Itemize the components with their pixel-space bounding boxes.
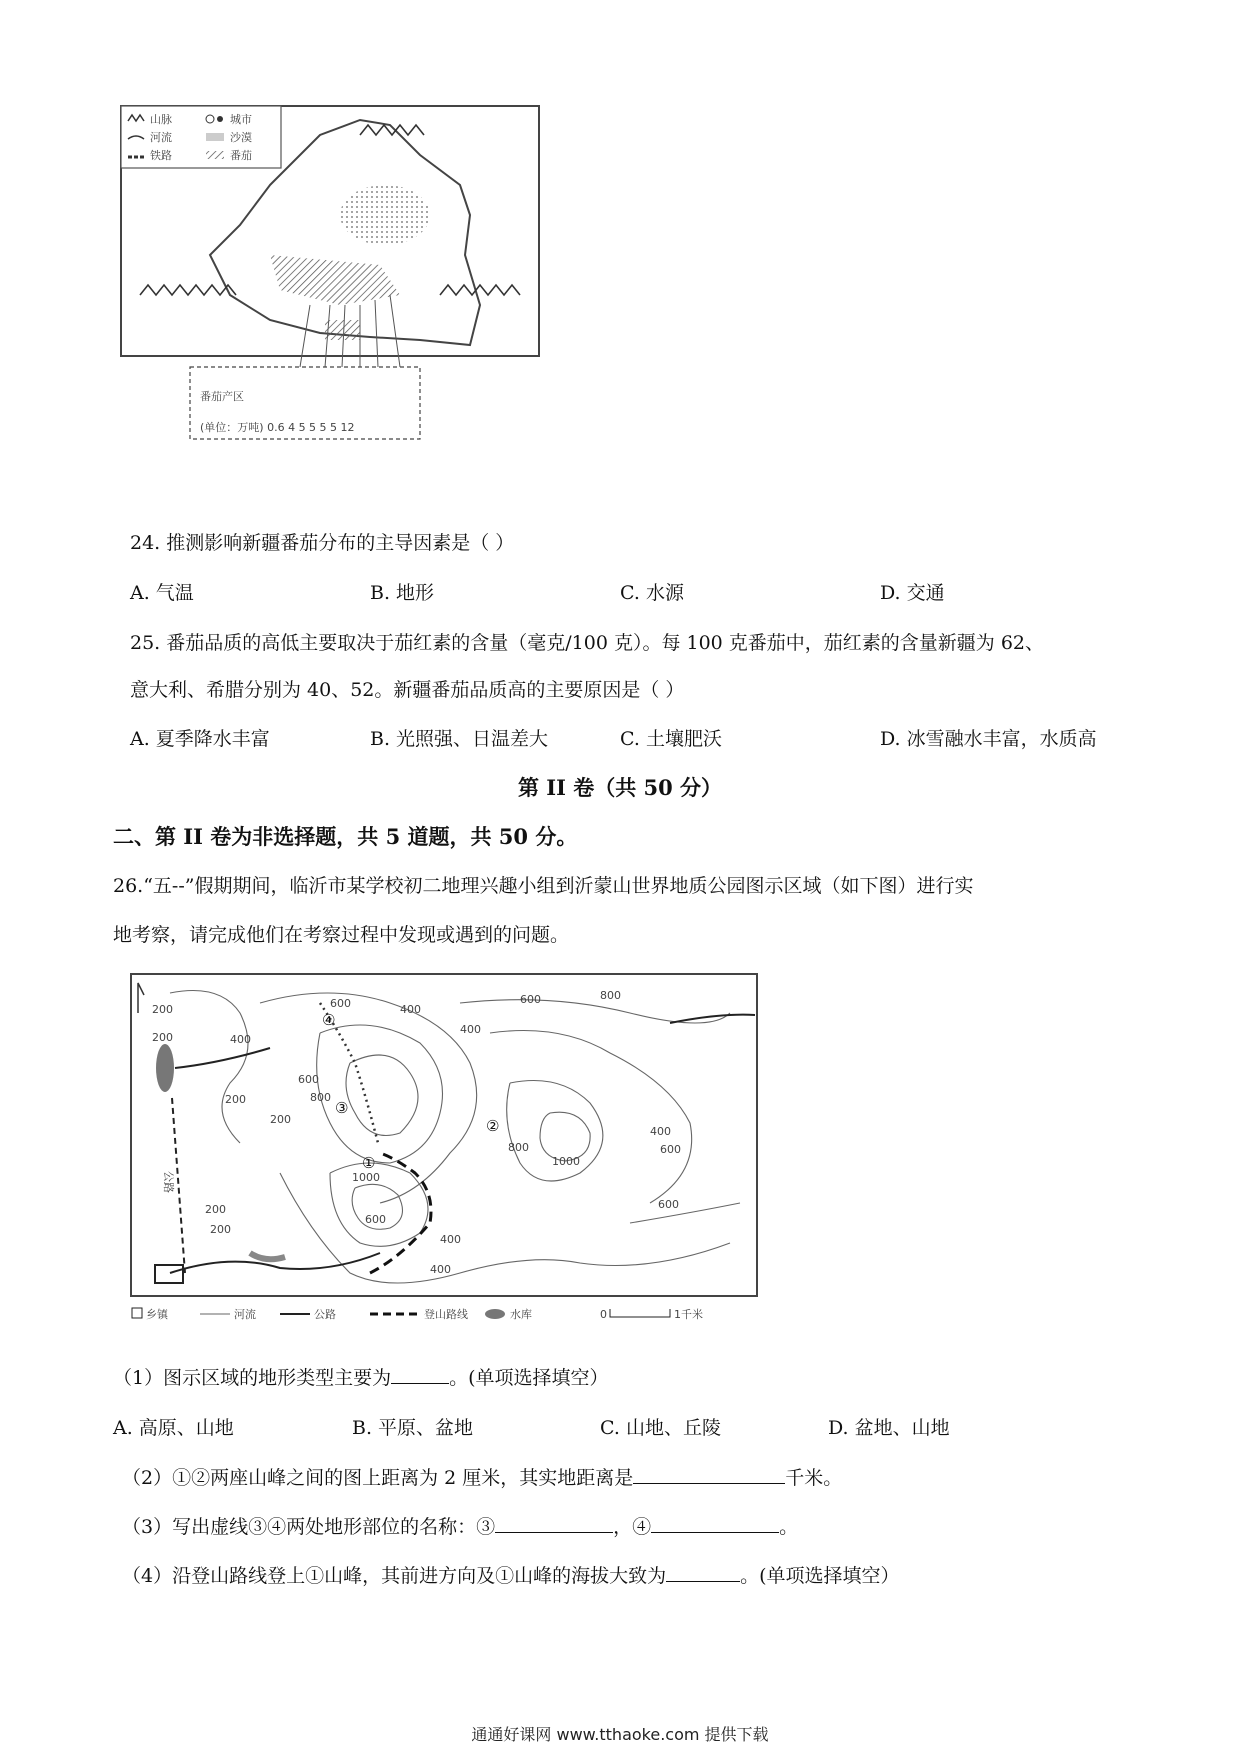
legend-city: 城市 xyxy=(230,113,252,126)
svg-text:400: 400 xyxy=(430,1263,451,1276)
q26-sub4 xyxy=(122,1563,900,1589)
yimeng-contour-map xyxy=(130,973,760,1333)
production-values: (单位：万吨) 0.6 4 5 5 5 5 12 xyxy=(200,421,355,434)
legend-box xyxy=(121,106,281,168)
legend-tomato: 番茄 xyxy=(230,149,252,162)
svg-text:200: 200 xyxy=(205,1203,226,1216)
svg-text:200: 200 xyxy=(152,1003,173,1016)
svg-text:200: 200 xyxy=(225,1093,246,1106)
road-vertical-label: 公路 xyxy=(162,1171,175,1193)
svg-text:200: 200 xyxy=(270,1113,291,1126)
contour-legend xyxy=(132,1307,703,1321)
section-2-heading: 二、第 II 卷为非选择题，共 5 道题，共 50 分。 xyxy=(113,824,578,849)
q26-sub1-option-b[interactable]: B. 平原、盆地 xyxy=(352,1417,474,1439)
page-footer: 通通好课网 www.tthaoke.com 提供下载 xyxy=(471,1725,769,1744)
q26-sub4-blank[interactable] xyxy=(666,1563,740,1582)
legend-river-text: 河流 xyxy=(234,1308,256,1321)
q25-option-d[interactable]: D. 冰雪融水丰富，水质高 xyxy=(880,728,1097,750)
q26-sub3-blank-3[interactable] xyxy=(495,1514,613,1533)
peak-2-label: ② xyxy=(486,1117,500,1135)
marker-3-label: ③ xyxy=(335,1099,349,1117)
peak-1-label: ① xyxy=(362,1154,376,1172)
q24-option-c[interactable]: C. 水源 xyxy=(620,582,684,604)
xinjiang-tomato-map xyxy=(120,105,540,445)
q26-sub3-text-after: 。 xyxy=(779,1516,799,1538)
q26-sub1-option-c[interactable]: C. 山地、丘陵 xyxy=(600,1417,721,1439)
question-24-stem: 24. 推测影响新疆番茄分布的主导因素是（ ） xyxy=(130,532,515,554)
svg-text:600: 600 xyxy=(520,993,541,1006)
question-25-line1: 25. 番茄品质的高低主要取决于茄红素的含量（毫克/100 克）。每 100 克番茄中，茄红素的含量新疆为 62、 xyxy=(130,632,1045,654)
svg-text:200: 200 xyxy=(210,1223,231,1236)
legend-reservoir-text: 水库 xyxy=(510,1308,532,1321)
production-label: 番茄产区 xyxy=(200,390,244,403)
svg-text:400: 400 xyxy=(650,1125,671,1138)
q26-sub4-text-after: 。(单项选择填空） xyxy=(740,1565,900,1587)
svg-text:600: 600 xyxy=(298,1073,319,1086)
xinjiang-map-svg xyxy=(120,105,540,445)
svg-text:400: 400 xyxy=(230,1033,251,1046)
q26-sub1-option-d[interactable]: D. 盆地、山地 xyxy=(828,1417,950,1439)
legend-railway: 铁路 xyxy=(150,149,172,162)
question-26-line2: 地考察，请完成他们在考察过程中发现或遇到的问题。 xyxy=(113,924,570,946)
q26-sub2 xyxy=(122,1465,842,1491)
q26-sub1 xyxy=(113,1365,609,1391)
tomato-area-small xyxy=(325,320,360,340)
svg-text:800: 800 xyxy=(600,989,621,1002)
q26-sub3-mid: ，④ xyxy=(613,1516,652,1538)
section-2-title: 第 II 卷（共 50 分） xyxy=(517,775,723,800)
q26-sub1-option-a[interactable]: A. 高原、山地 xyxy=(113,1417,234,1439)
svg-text:600: 600 xyxy=(660,1143,681,1156)
marker-4-label: ④ xyxy=(322,1011,336,1029)
q25-option-a[interactable]: A. 夏季降水丰富 xyxy=(130,728,270,750)
q25-option-c[interactable]: C. 土壤肥沃 xyxy=(620,728,722,750)
svg-text:800: 800 xyxy=(310,1091,331,1104)
svg-text:400: 400 xyxy=(460,1023,481,1036)
contour-map-svg xyxy=(130,973,760,1333)
svg-text:600: 600 xyxy=(365,1213,386,1226)
question-25-line2: 意大利、希腊分别为 40、52。新疆番茄品质高的主要原因是（ ） xyxy=(130,679,685,701)
q26-sub3-blank-4[interactable] xyxy=(651,1514,779,1533)
legend-reservoir-icon xyxy=(485,1309,505,1319)
legend-scale-zero: 0 xyxy=(600,1308,607,1321)
q25-option-b[interactable]: B. 光照强、日温差大 xyxy=(370,728,549,750)
q24-option-b[interactable]: B. 地形 xyxy=(370,582,435,604)
svg-text:1000: 1000 xyxy=(352,1171,380,1184)
svg-text:200: 200 xyxy=(152,1031,173,1044)
q26-sub1-text-after: 。(单项选择填空） xyxy=(449,1367,609,1389)
svg-text:400: 400 xyxy=(400,1003,421,1016)
legend-mountain: 山脉 xyxy=(150,113,172,126)
legend-road-text: 公路 xyxy=(314,1308,336,1321)
reservoir-icon xyxy=(156,1044,174,1092)
svg-text:800: 800 xyxy=(508,1141,529,1154)
svg-text:400: 400 xyxy=(440,1233,461,1246)
question-26-line1: 26.“五--”假期期间，临沂市某学校初二地理兴趣小组到沂蒙山世界地质公园图示区域（如下图）进行实 xyxy=(113,875,974,897)
svg-text:600: 600 xyxy=(330,997,351,1010)
legend-town: 乡镇 xyxy=(146,1308,168,1321)
svg-text:1000: 1000 xyxy=(552,1155,580,1168)
legend-river: 河流 xyxy=(150,131,172,144)
legend-desert: 沙漠 xyxy=(230,131,252,144)
q26-sub3-text: （3）写出虚线③④两处地形部位的名称：③ xyxy=(122,1516,496,1538)
legend-scale-bar xyxy=(610,1309,670,1317)
q26-sub1-blank[interactable] xyxy=(391,1365,449,1384)
q26-sub2-text-after: 千米。 xyxy=(785,1467,843,1489)
q26-sub2-blank[interactable] xyxy=(633,1465,785,1484)
legend-scale-km: 1千米 xyxy=(674,1308,703,1321)
legend-town-icon xyxy=(132,1308,142,1318)
q24-option-d[interactable]: D. 交通 xyxy=(880,582,945,604)
svg-text:600: 600 xyxy=(658,1198,679,1211)
q26-sub2-text: （2）①②两座山峰之间的图上距离为 2 厘米，其实地距离是 xyxy=(122,1467,634,1489)
legend-hike-text: 登山路线 xyxy=(424,1308,468,1321)
q26-sub3 xyxy=(122,1514,798,1540)
desert-area xyxy=(340,185,430,245)
q24-option-a[interactable]: A. 气温 xyxy=(130,582,194,604)
q26-sub1-text: （1）图示区域的地形类型主要为 xyxy=(113,1367,392,1389)
q26-sub4-text: （4）沿登山路线登上①山峰，其前进方向及①山峰的海拔大致为 xyxy=(122,1565,667,1587)
